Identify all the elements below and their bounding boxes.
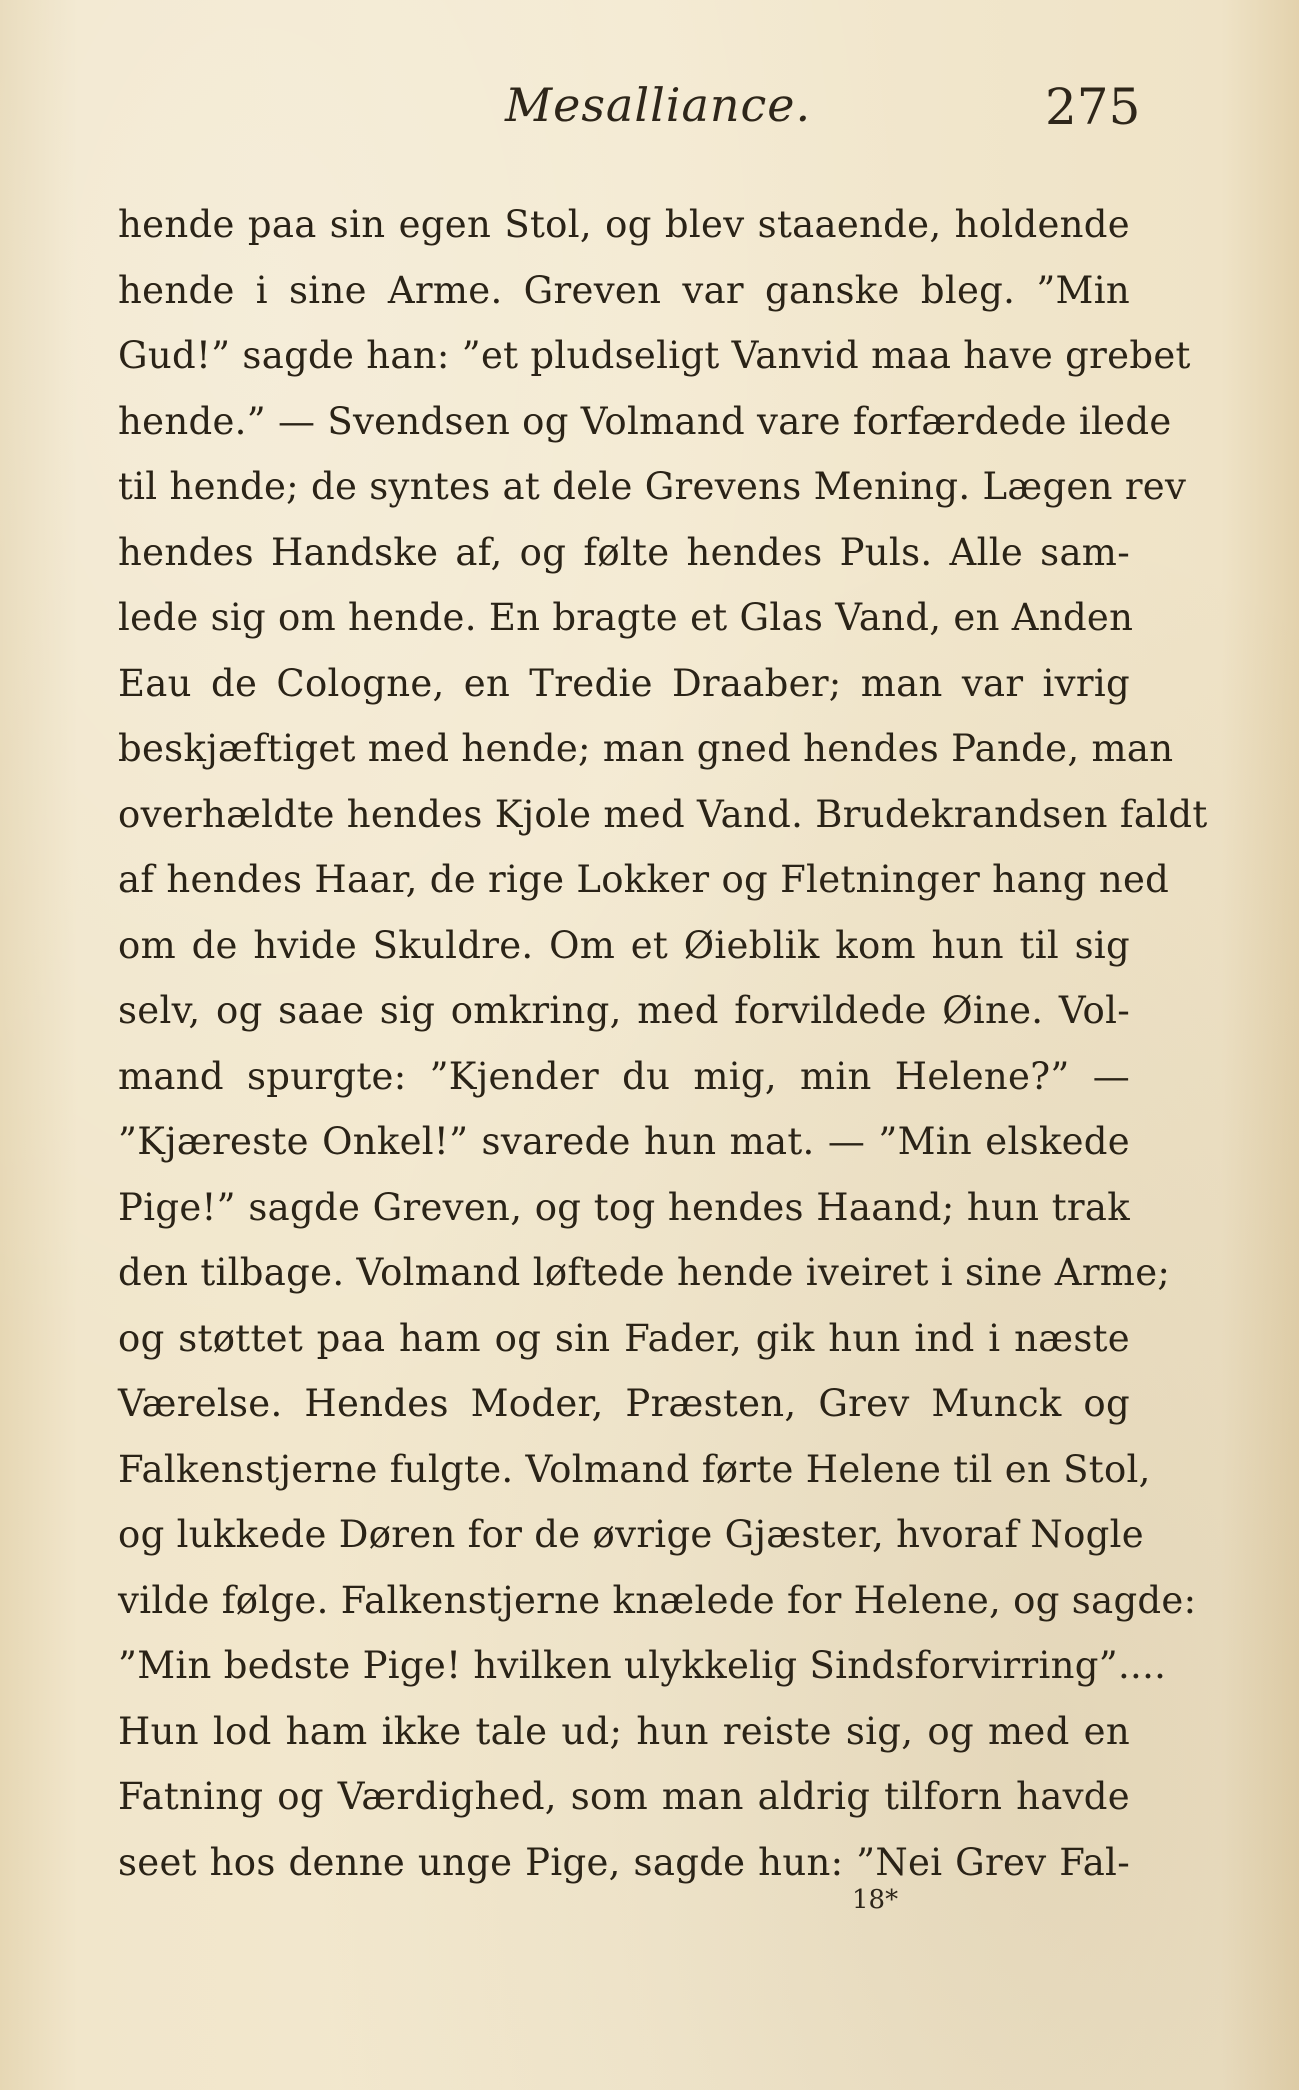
text-line: den tilbage. Volmand løftede hende iveiret i sine Arme;: [118, 1251, 1171, 1294]
text-line: og støttet paa ham og sin Fader, gik hun ind i næste: [118, 1316, 1130, 1360]
text-line: Falkenstjerne fulgte. Volmand førte Helene til en Stol,: [118, 1447, 1151, 1491]
text-line: selv, og saae sig omkring, med forvildede Øine. Vol-: [118, 989, 1130, 1032]
text-line: hende i sine Arme. Greven var ganske bleg. ”Min: [118, 268, 1130, 312]
text-line: af hendes Haar, de rige Lokker og Fletninger hang ned: [118, 858, 1170, 901]
text-line: Værelse. Hendes Moder, Præsten, Grev Munck og: [118, 1382, 1130, 1425]
text-line: beskjæftiget med hende; man gned hendes Pande, man: [118, 727, 1174, 770]
text-line: Pige!” sagde Greven, og tog hendes Haand; hun trak: [118, 1185, 1130, 1229]
text-line: Fatning og Værdighed, som man aldrig tilforn havde: [118, 1775, 1130, 1818]
text-line: om de hvide Skuldre. Om et Øieblik kom hun til sig: [118, 923, 1130, 967]
text-line: ”Min bedste Pige! hvilken ulykkelig Sindsforvirring”....: [118, 1644, 1167, 1687]
text-line: hende.” — Svendsen og Volmand vare forfærdede ilede: [118, 399, 1172, 443]
text-line: Gud!” sagde han: ”et pludseligt Vanvid maa have grebet: [118, 334, 1191, 377]
body-text: [118, 192, 1208, 1895]
text-line: overhældte hendes Kjole med Vand. Brudekrandsen faldt: [118, 792, 1208, 836]
text-line: lede sig om hende. En bragte et Glas Vand, en Anden: [118, 596, 1134, 639]
page-number: 275: [1045, 78, 1141, 136]
text-line: hende paa sin egen Stol, og blev staaende, holdende: [118, 203, 1130, 246]
signature-mark: 18*: [852, 1885, 899, 1915]
text-line: hendes Handske af, og følte hendes Puls. Alle sam-: [118, 530, 1130, 574]
text-line: Hun lod ham ikke tale ud; hun reiste sig, og med en: [118, 1709, 1130, 1753]
text-line: ”Kjæreste Onkel!” svarede hun mat. — ”Min elskede: [118, 1120, 1130, 1163]
text-line: til hende; de syntes at dele Grevens Mening. Lægen rev: [118, 465, 1187, 508]
text-line: seet hos denne unge Pige, sagde hun: ”Nei Grev Fal-: [118, 1840, 1130, 1884]
text-line: og lukkede Døren for de øvrige Gjæster, hvoraf Nogle: [118, 1513, 1144, 1556]
text-line: mand spurgte: ”Kjender du mig, min Helene?” —: [118, 1054, 1130, 1098]
page-header: [0, 78, 1299, 138]
running-title: Mesalliance.: [505, 78, 812, 132]
text-line: Eau de Cologne, en Tredie Draaber; man var ivrig: [118, 661, 1130, 705]
text-line: vilde følge. Falkenstjerne knælede for Helene, og sagde:: [118, 1578, 1197, 1622]
